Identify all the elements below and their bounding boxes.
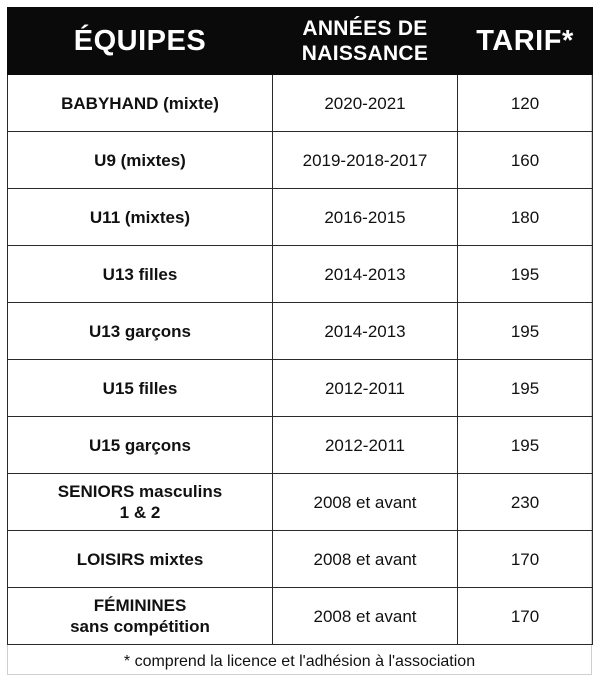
table-row xyxy=(8,360,593,417)
team-cell xyxy=(8,303,273,360)
price-cell: 195 xyxy=(458,246,593,303)
team-name: U11 (mixtes) xyxy=(89,207,191,227)
team-name: LOISIRS mixtes xyxy=(76,549,204,569)
price-cell: 230 xyxy=(458,474,593,531)
team-name: FÉMININES xyxy=(93,596,187,615)
team-name: BABYHAND (mixte) xyxy=(61,93,219,113)
team-cell xyxy=(8,246,273,303)
table-row xyxy=(8,531,593,588)
team-name: SENIORS masculins xyxy=(57,482,223,501)
team-cell xyxy=(8,474,273,531)
header-row xyxy=(8,8,593,75)
birth-years-cell: 2008 et avant xyxy=(273,474,458,531)
price-cell: 170 xyxy=(458,588,593,645)
table-row xyxy=(8,132,593,189)
birth-years-cell: 2014-2013 xyxy=(273,303,458,360)
birth-years-cell: 2020-2021 xyxy=(273,75,458,132)
table-row xyxy=(8,474,593,531)
header-teams: ÉQUIPES xyxy=(8,8,273,75)
team-cell xyxy=(8,417,273,474)
price-cell: 195 xyxy=(458,360,593,417)
team-name: U15 filles xyxy=(102,378,178,398)
birth-years-cell: 2008 et avant xyxy=(273,588,458,645)
team-name: U15 garçons xyxy=(88,435,192,455)
team-cell xyxy=(8,189,273,246)
price-cell: 170 xyxy=(458,531,593,588)
price-cell: 120 xyxy=(458,75,593,132)
team-cell xyxy=(8,75,273,132)
birth-years-cell: 2012-2011 xyxy=(273,360,458,417)
header-birth-years-line1: ANNÉES DE xyxy=(302,17,428,40)
table-row xyxy=(8,189,593,246)
table-row xyxy=(8,303,593,360)
table-row xyxy=(8,75,593,132)
birth-years-cell: 2014-2013 xyxy=(273,246,458,303)
header-price: TARIF* xyxy=(458,8,593,75)
table-row xyxy=(8,417,593,474)
birth-years-cell: 2008 et avant xyxy=(273,531,458,588)
table-row xyxy=(8,246,593,303)
price-cell: 195 xyxy=(458,303,593,360)
price-cell: 160 xyxy=(458,132,593,189)
table-row xyxy=(8,588,593,645)
team-cell xyxy=(8,588,273,645)
team-name-line2: 1 & 2 xyxy=(119,503,161,522)
header-birth-years xyxy=(273,8,458,75)
team-name: U13 garçons xyxy=(88,321,192,341)
team-cell xyxy=(8,531,273,588)
header-birth-years-line2: NAISSANCE xyxy=(301,42,429,65)
footnote: * comprend la licence et l'adhésion à l'association xyxy=(123,653,476,670)
birth-years-cell: 2016-2015 xyxy=(273,189,458,246)
birth-years-cell: 2019-2018-2017 xyxy=(273,132,458,189)
team-cell xyxy=(8,132,273,189)
pricing-table xyxy=(7,7,593,645)
team-name: U9 (mixtes) xyxy=(94,150,186,170)
team-cell xyxy=(8,360,273,417)
team-name-line2: sans compétition xyxy=(70,617,210,636)
price-cell: 195 xyxy=(458,417,593,474)
price-cell: 180 xyxy=(458,189,593,246)
birth-years-cell: 2012-2011 xyxy=(273,417,458,474)
team-name: U13 filles xyxy=(102,264,178,284)
